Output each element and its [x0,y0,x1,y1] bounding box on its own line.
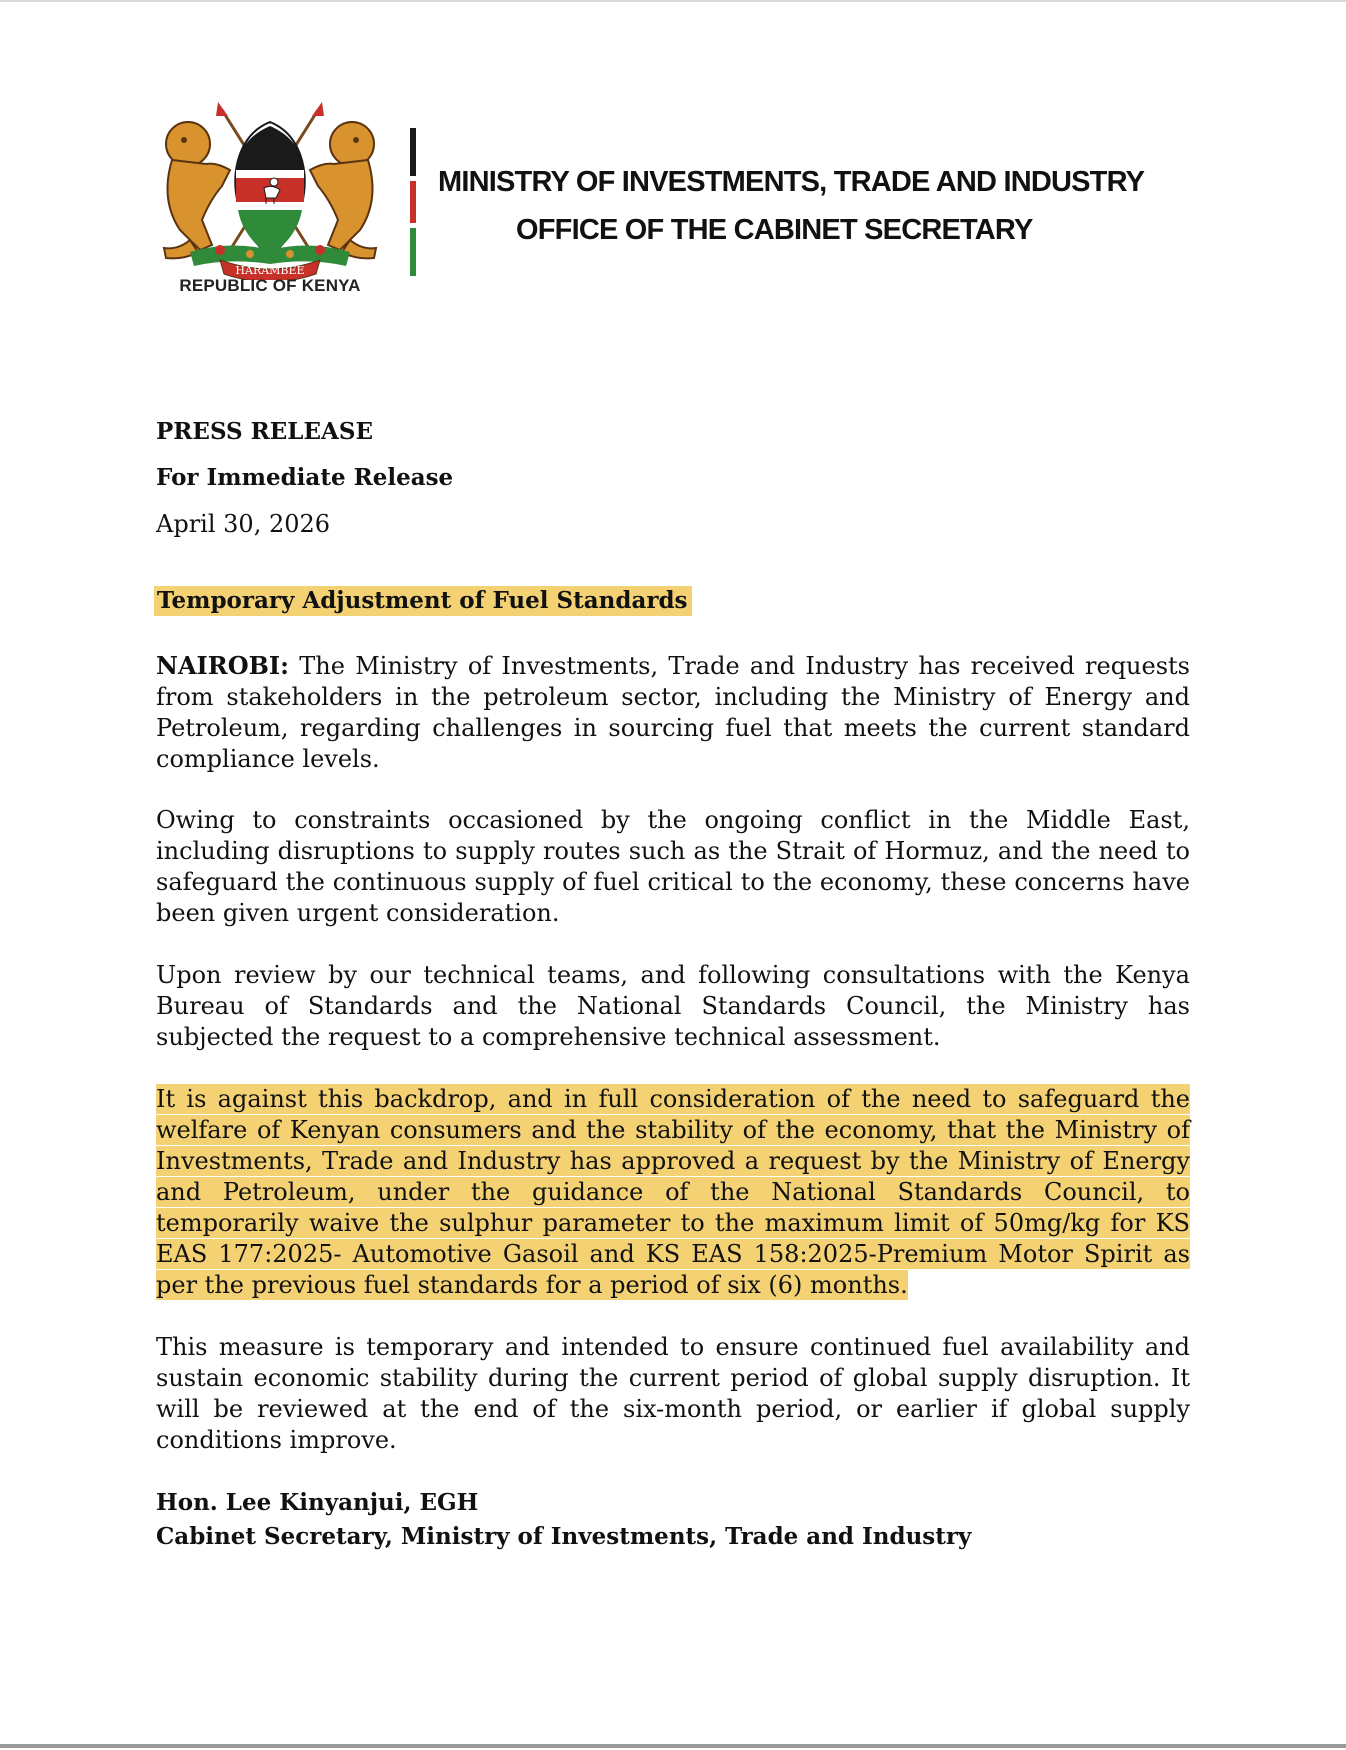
paragraph-1-text: The Ministry of Investments, Trade and Industry has received requests from stakeholders in the petroleum sector, including the Ministry of Energy and Petroleum, regarding challenges in sourcing fuel that meets the current standard compliance levels. [156,652,1190,773]
emblem-motto: HARAMBEE [235,264,305,277]
press-release-label: PRESS RELEASE [156,418,373,445]
highlighted-text: It is against this backdrop, and in full consideration of the need to safeguard the welfare of Kenyan consumers and the stability of the economy, that the Ministry of Investments, Trade and Industry has approved a request by the Ministry of Energy and Petroleum, under the guidance of the National Standards Council, to temporarily waive the sulphur parameter to the maximum limit of 50mg/kg for KS EAS 177:2025- Automotive Gasoil and KS EAS 158:2025-Premium Motor Spirit as per the previous fuel standards for a period of six (6) months. [156,1085,1190,1299]
emblem-caption: REPUBLIC OF KENYA [179,276,361,295]
release-date: April 30, 2026 [156,510,331,538]
office-name: OFFICE OF THE CABINET SECRETARY [516,214,1033,246]
paragraph-2: Owing to constraints occasioned by the ongoing conflict in the Middle East, including disruptions to supply routes such as the Strait of Hormuz, and the need to safeguard the continuous supply of fuel critical to the economy, these concerns have been given urgent consideration. [156,806,1190,927]
paragraph-4-highlighted [156,1084,1190,1301]
flag-color-bar [410,128,416,276]
ministry-name: MINISTRY OF INVESTMENTS, TRADE AND INDUSTRY [438,166,1145,198]
kenya-coat-of-arms-icon [150,100,390,300]
paragraph-5: This measure is temporary and intended to ensure continued fuel availability and sustain economic stability during the current period of global supply disruption. It will be reviewed at the end of the six-month period, or earlier if global supply conditions improve. [156,1333,1190,1454]
release-headline: Temporary Adjustment of Fuel Standards [154,586,692,616]
immediate-release-label: For Immediate Release [156,464,454,491]
signatory-title: Cabinet Secretary, Ministry of Investments, Trade and Industry [156,1523,972,1550]
bottom-border [0,1744,1346,1748]
top-border [0,0,1346,2]
paragraph-1 [156,650,1190,775]
paragraph-3: Upon review by our technical teams, and following consultations with the Kenya Bureau of Standards and the National Standards Council, the Ministry has subjected the request to a comprehensive technical assessment. [156,961,1190,1051]
dateline: NAIROBI: [156,651,290,680]
signatory-name: Hon. Lee Kinyanjui, EGH [156,1489,479,1516]
